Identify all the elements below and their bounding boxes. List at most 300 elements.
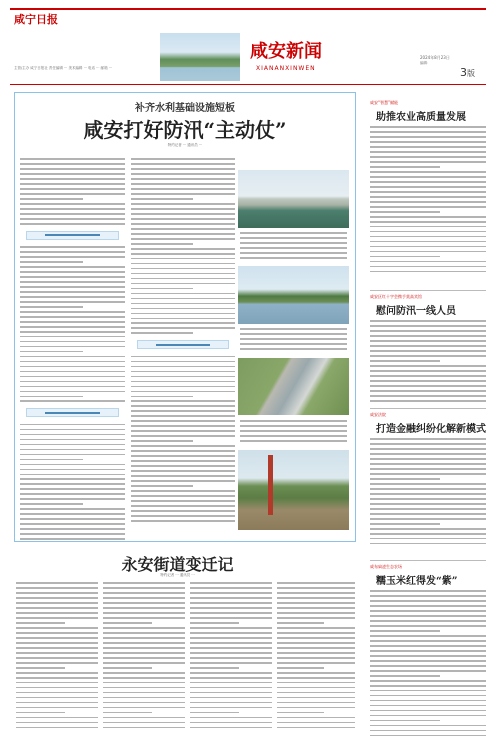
photo-drilling-rig	[238, 450, 349, 530]
text-line	[370, 370, 486, 372]
text-line	[370, 488, 486, 490]
text-line	[370, 640, 486, 642]
text-line	[103, 652, 185, 654]
sidebar-kicker: 咸安区红十字会携手莫高宾馆	[370, 294, 422, 299]
text-line	[131, 253, 235, 255]
text-line	[277, 707, 355, 709]
text-line	[20, 168, 125, 170]
text-line	[370, 695, 486, 697]
text-line	[190, 712, 239, 714]
second-col-2	[103, 582, 185, 728]
text-line	[20, 528, 125, 530]
text-line	[20, 361, 125, 363]
text-line	[240, 348, 347, 350]
text-line	[20, 311, 125, 313]
text-line	[16, 647, 98, 649]
text-line	[190, 617, 272, 619]
text-line	[370, 458, 486, 460]
text-line	[103, 637, 185, 639]
text-line	[103, 612, 185, 614]
text-line	[190, 622, 239, 624]
sidebar-headline: 打造金融纠纷化解新模式	[376, 424, 486, 435]
sidebar-body	[370, 590, 486, 736]
text-line	[190, 722, 272, 724]
text-line	[16, 722, 98, 724]
text-line	[370, 256, 440, 258]
main-col-2	[131, 158, 235, 522]
text-line	[131, 223, 235, 225]
sidebar-kicker: 咸安法院	[370, 412, 386, 417]
text-line	[103, 597, 185, 599]
text-line	[131, 158, 235, 160]
text-line	[277, 607, 355, 609]
section-pinyin: XIANANXINWEN	[256, 65, 316, 72]
text-line	[277, 632, 355, 634]
text-line	[20, 331, 125, 333]
text-line	[240, 252, 347, 254]
text-line	[190, 707, 272, 709]
text-line	[277, 582, 355, 584]
text-line	[277, 647, 355, 649]
text-line	[20, 391, 125, 393]
text-line	[131, 440, 193, 442]
text-line	[20, 158, 125, 160]
text-line	[190, 642, 272, 644]
text-line	[190, 682, 272, 684]
paper-name: 咸宁日报	[14, 13, 58, 26]
text-line	[370, 655, 486, 657]
sidebar-body	[370, 126, 486, 272]
text-line	[103, 622, 152, 624]
text-line	[131, 435, 235, 437]
text-line	[370, 375, 486, 377]
text-line	[103, 582, 185, 584]
text-line	[16, 652, 98, 654]
text-line	[370, 171, 486, 173]
text-line	[370, 710, 486, 712]
text-line	[16, 612, 98, 614]
text-line	[131, 515, 235, 517]
text-line	[103, 687, 185, 689]
text-line	[20, 178, 125, 180]
text-line	[20, 351, 83, 353]
text-line	[20, 276, 125, 278]
sidebar-divider	[370, 290, 486, 291]
text-line	[277, 712, 324, 714]
text-line	[103, 657, 185, 659]
text-line	[20, 326, 125, 328]
text-line	[131, 228, 235, 230]
text-line	[16, 637, 98, 639]
text-line	[20, 538, 125, 540]
text-line	[131, 455, 235, 457]
text-line	[190, 697, 272, 699]
text-line	[190, 727, 272, 729]
text-line	[370, 340, 486, 342]
text-line	[190, 662, 272, 664]
text-line	[20, 321, 125, 323]
text-line	[370, 176, 486, 178]
text-line	[370, 136, 486, 138]
photo-caption-2	[240, 328, 347, 350]
text-line	[131, 505, 235, 507]
text-line	[16, 657, 98, 659]
text-line	[103, 667, 152, 669]
page-number	[460, 66, 475, 79]
text-line	[370, 615, 486, 617]
text-line	[16, 622, 65, 624]
text-line	[131, 450, 235, 452]
text-line	[20, 356, 125, 358]
main-story-subtitle: 补齐水利基础设施短板	[135, 103, 235, 114]
text-line	[16, 717, 98, 719]
text-line	[131, 361, 235, 363]
text-line	[370, 463, 486, 465]
text-line	[370, 630, 440, 632]
text-line	[370, 226, 486, 228]
text-line	[370, 196, 486, 198]
text-line	[103, 642, 185, 644]
section-title: 咸安新闻	[250, 41, 322, 62]
text-line	[370, 438, 486, 440]
text-line	[16, 632, 98, 634]
text-line	[20, 316, 125, 318]
text-line	[103, 717, 185, 719]
text-line	[370, 211, 440, 213]
text-line	[370, 236, 486, 238]
text-line	[16, 602, 98, 604]
text-line	[131, 278, 235, 280]
text-line	[277, 592, 355, 594]
text-line	[277, 727, 355, 729]
text-line	[20, 163, 125, 165]
text-line	[131, 381, 235, 383]
text-line	[370, 518, 486, 520]
text-line	[190, 612, 272, 614]
sidebar-kicker: 咸安“智慧”赋能	[370, 100, 399, 105]
text-line	[277, 697, 355, 699]
text-line	[240, 257, 347, 259]
text-line	[370, 181, 486, 183]
text-line	[370, 715, 486, 717]
text-line	[370, 645, 486, 647]
text-line	[131, 288, 193, 290]
text-line	[103, 592, 185, 594]
photo-caption-1	[240, 232, 347, 259]
text-line	[370, 390, 486, 392]
text-line	[190, 607, 272, 609]
text-line	[370, 131, 486, 133]
text-line	[277, 672, 355, 674]
text-line	[190, 637, 272, 639]
text-line	[240, 435, 347, 437]
text-line	[370, 330, 486, 332]
text-line	[131, 415, 235, 417]
text-line	[20, 386, 125, 388]
text-line	[131, 213, 235, 215]
text-line	[277, 587, 355, 589]
text-line	[370, 395, 486, 397]
text-line	[131, 283, 235, 285]
text-line	[370, 206, 486, 208]
text-line	[277, 667, 324, 669]
text-line	[190, 627, 272, 629]
text-line	[20, 444, 125, 446]
text-line	[20, 301, 125, 303]
sidebar-story-1	[370, 100, 486, 272]
text-line	[131, 520, 235, 522]
text-line	[277, 662, 355, 664]
text-line	[131, 420, 235, 422]
text-line	[190, 667, 239, 669]
text-line	[370, 508, 486, 510]
text-line	[20, 341, 125, 343]
text-line	[20, 400, 125, 402]
text-line	[370, 503, 486, 505]
drilling-rig-tower	[268, 455, 273, 515]
text-line	[370, 141, 486, 143]
text-line	[20, 371, 125, 373]
text-line	[370, 380, 486, 382]
second-col-3	[190, 582, 272, 728]
text-line	[16, 697, 98, 699]
text-line	[190, 592, 272, 594]
text-line	[370, 523, 440, 525]
text-line	[370, 186, 486, 188]
text-line	[277, 642, 355, 644]
text-line	[277, 702, 355, 704]
text-line	[277, 717, 355, 719]
text-line	[277, 617, 355, 619]
subhead-box	[26, 231, 119, 240]
text-line	[20, 381, 125, 383]
text-line	[16, 727, 98, 729]
text-line	[131, 193, 235, 195]
text-line	[131, 243, 193, 245]
header-rule	[10, 84, 486, 85]
text-line	[240, 333, 347, 335]
text-line	[240, 232, 347, 234]
text-line	[20, 286, 125, 288]
text-line	[131, 400, 235, 402]
text-line	[131, 303, 235, 305]
text-line	[131, 313, 235, 315]
text-line	[20, 208, 125, 210]
text-line	[20, 366, 125, 368]
text-line	[20, 261, 83, 263]
text-line	[370, 675, 440, 677]
text-line	[103, 697, 185, 699]
text-line	[16, 662, 98, 664]
page-number-unit: 版	[467, 69, 475, 78]
text-line	[370, 705, 486, 707]
text-line	[277, 627, 355, 629]
second-col-4	[277, 582, 355, 728]
text-line	[190, 672, 272, 674]
text-line	[103, 722, 185, 724]
text-line	[190, 597, 272, 599]
text-line	[20, 518, 125, 520]
text-line	[103, 692, 185, 694]
text-line	[103, 632, 185, 634]
text-line	[131, 371, 235, 373]
text-line	[131, 198, 193, 200]
text-line	[277, 677, 355, 679]
text-line	[240, 242, 347, 244]
text-line	[370, 513, 486, 515]
subhead-box	[137, 340, 229, 349]
editor-line: 编辑：	[420, 61, 431, 65]
text-line	[240, 343, 347, 345]
sidebar-story-4	[370, 564, 486, 736]
text-line	[20, 513, 125, 515]
text-line	[131, 366, 235, 368]
text-line	[131, 268, 235, 270]
text-line	[240, 440, 347, 442]
text-line	[131, 510, 235, 512]
text-line	[370, 680, 486, 682]
text-line	[16, 642, 98, 644]
text-line	[131, 470, 235, 472]
text-line	[131, 203, 235, 205]
text-line	[103, 707, 185, 709]
text-line	[20, 198, 83, 200]
text-line	[277, 652, 355, 654]
text-line	[370, 625, 486, 627]
text-line	[240, 425, 347, 427]
text-line	[16, 627, 98, 629]
text-line	[16, 672, 98, 674]
text-line	[16, 582, 98, 584]
text-line	[370, 650, 486, 652]
text-line	[131, 425, 235, 427]
sidebar-headline: 糯玉米红得发“紫”	[376, 576, 458, 587]
text-line	[370, 620, 486, 622]
header-landscape-photo	[160, 33, 240, 81]
text-line	[20, 271, 125, 273]
text-line	[20, 183, 125, 185]
text-line	[190, 652, 272, 654]
text-line	[20, 218, 125, 220]
text-line	[103, 662, 185, 664]
text-line	[370, 443, 486, 445]
text-line	[131, 218, 235, 220]
text-line	[370, 335, 486, 337]
text-line	[277, 682, 355, 684]
text-line	[370, 665, 486, 667]
text-line	[131, 500, 235, 502]
page-number-value: 3	[460, 66, 467, 79]
sidebar-divider	[370, 408, 486, 409]
text-line	[370, 685, 486, 687]
text-line	[370, 360, 440, 362]
text-line	[190, 587, 272, 589]
text-line	[16, 707, 98, 709]
text-line	[370, 161, 486, 163]
text-line	[103, 602, 185, 604]
text-line	[370, 635, 486, 637]
text-line	[16, 617, 98, 619]
second-col-1	[16, 582, 98, 728]
text-line	[131, 208, 235, 210]
issue-date: 2024年8月23日	[420, 55, 450, 60]
second-story-title: 永安街道变迁记	[121, 555, 234, 574]
text-line	[240, 338, 347, 340]
text-line	[103, 677, 185, 679]
text-line	[370, 483, 486, 485]
text-line	[370, 151, 486, 153]
text-line	[370, 690, 486, 692]
text-line	[20, 474, 125, 476]
masthead-rule	[10, 8, 486, 10]
text-line	[103, 627, 185, 629]
text-line	[103, 727, 185, 729]
text-line	[20, 376, 125, 378]
text-line	[20, 346, 125, 348]
photo-lake-hills	[238, 266, 349, 324]
photo-caption-3	[240, 420, 347, 442]
text-line	[20, 478, 125, 480]
text-line	[131, 318, 235, 320]
sidebar-headline: 助推农业高质量发展	[376, 112, 466, 123]
text-line	[240, 247, 347, 249]
text-line	[370, 720, 440, 722]
text-line	[277, 722, 355, 724]
main-col-1	[20, 158, 125, 540]
text-line	[20, 498, 125, 500]
text-line	[20, 291, 125, 293]
text-line	[131, 273, 235, 275]
sidebar-divider	[370, 560, 486, 561]
text-line	[20, 256, 125, 258]
text-line	[20, 173, 125, 175]
text-line	[20, 449, 125, 451]
text-line	[370, 201, 486, 203]
text-line	[20, 306, 83, 308]
text-line	[20, 439, 125, 441]
text-line	[370, 478, 440, 480]
text-line	[16, 597, 98, 599]
sidebar-story-3	[370, 412, 486, 544]
text-line	[370, 735, 486, 737]
text-line	[370, 600, 486, 602]
text-line	[370, 241, 486, 243]
text-line	[370, 126, 486, 128]
text-line	[190, 692, 272, 694]
text-line	[370, 670, 486, 672]
text-line	[277, 622, 324, 624]
text-line	[370, 231, 486, 233]
sidebar-body	[370, 320, 486, 402]
text-line	[103, 682, 185, 684]
text-line	[20, 464, 125, 466]
text-line	[20, 459, 83, 461]
text-line	[16, 667, 65, 669]
text-line	[240, 328, 347, 330]
text-line	[20, 193, 125, 195]
text-line	[277, 692, 355, 694]
text-line	[370, 156, 486, 158]
text-line	[131, 475, 235, 477]
text-line	[103, 647, 185, 649]
text-line	[370, 543, 486, 545]
text-line	[370, 355, 486, 357]
text-line	[370, 538, 486, 540]
text-line	[190, 702, 272, 704]
text-line	[16, 587, 98, 589]
text-line	[370, 350, 486, 352]
text-line	[277, 602, 355, 604]
